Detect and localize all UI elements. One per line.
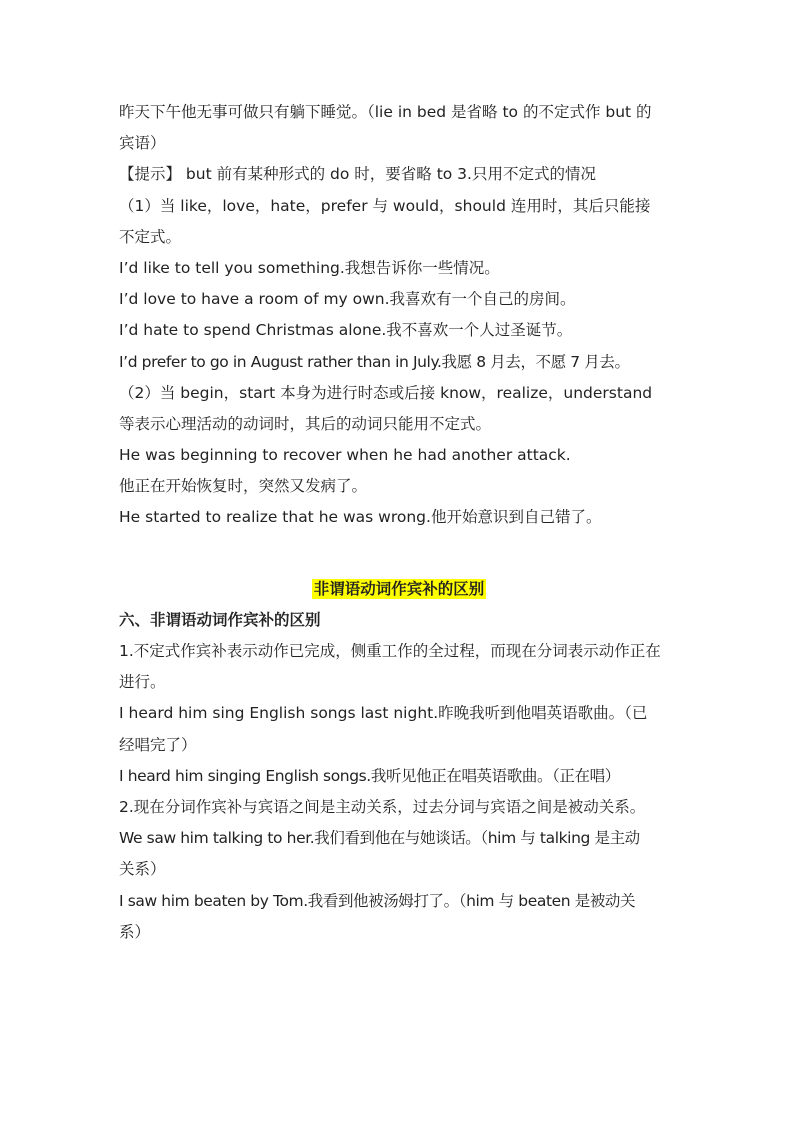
text-line: I saw him beaten by Tom.我看到他被汤姆打了。（him 与 beaten 是被动关	[119, 891, 636, 910]
text-line: He started to realize that he was wrong.他开始意识到自己错了。	[119, 508, 602, 527]
text-line: I’d prefer to go in August rather than in July.我愿 8 月去，不愿 7 月去。	[119, 352, 630, 371]
text-line: 经唱完了）	[119, 735, 197, 754]
section-heading: 六、非谓语动词作宾补的区别	[119, 610, 321, 629]
text-line: 系）	[119, 922, 151, 941]
text-line: I’d love to have a room of my own.我喜欢有一个自己的房间。	[119, 290, 576, 309]
text-line: 昨天下午他无事可做只有躺下睡觉。（lie in bed 是省略 to 的不定式作 but 的	[119, 103, 652, 121]
text-line: He was beginning to recover when he had another attack.	[119, 446, 571, 465]
text-line: 不定式。	[119, 227, 182, 246]
text-line: I’d hate to spend Christmas alone.我不喜欢一个人过圣诞节。	[119, 321, 573, 340]
text-line: 关系）	[119, 860, 166, 879]
text-line: I heard him singing English songs.我听见他正在唱英语歌曲。（正在唱）	[119, 766, 620, 785]
text-line: 进行。	[119, 673, 166, 692]
text-line: I heard him sing English songs last night.昨晚我听到他唱英语歌曲。（已	[119, 704, 648, 723]
text-line: 等表示心理活动的动词时，其后的动词只能用不定式。	[119, 414, 492, 433]
text-line: （1）当 like，love，hate，prefer 与 would，should 连用时，其后只能接	[119, 196, 651, 215]
text-line: I’d like to tell you something.我想告诉你一些情况。	[119, 258, 500, 277]
section-banner-row	[119, 574, 679, 605]
text-line: （2）当 begin，start 本身为进行时态或后接 know，realize，understand	[119, 383, 653, 402]
text-line: We saw him talking to her.我们看到他在与她谈话。（him 与 talking 是主动	[119, 829, 640, 848]
section-banner: 非谓语动词作宾补的区别	[313, 579, 485, 598]
text-line: 1.不定式作宾补表示动作已完成，侧重工作的全过程，而现在分词表示动作正在	[119, 642, 661, 660]
text-line: 2.现在分词作宾补与宾语之间是主动关系，过去分词与宾语之间是被动关系。	[119, 797, 646, 816]
text-line: 他正在开始恢复时，突然又发病了。	[119, 477, 368, 496]
document-body	[119, 97, 679, 948]
section-gap	[119, 534, 679, 574]
text-line: 【提示】 but 前有某种形式的 do 时，要省略 to 3.只用不定式的情况	[119, 165, 596, 184]
text-line: 宾语）	[119, 134, 166, 153]
